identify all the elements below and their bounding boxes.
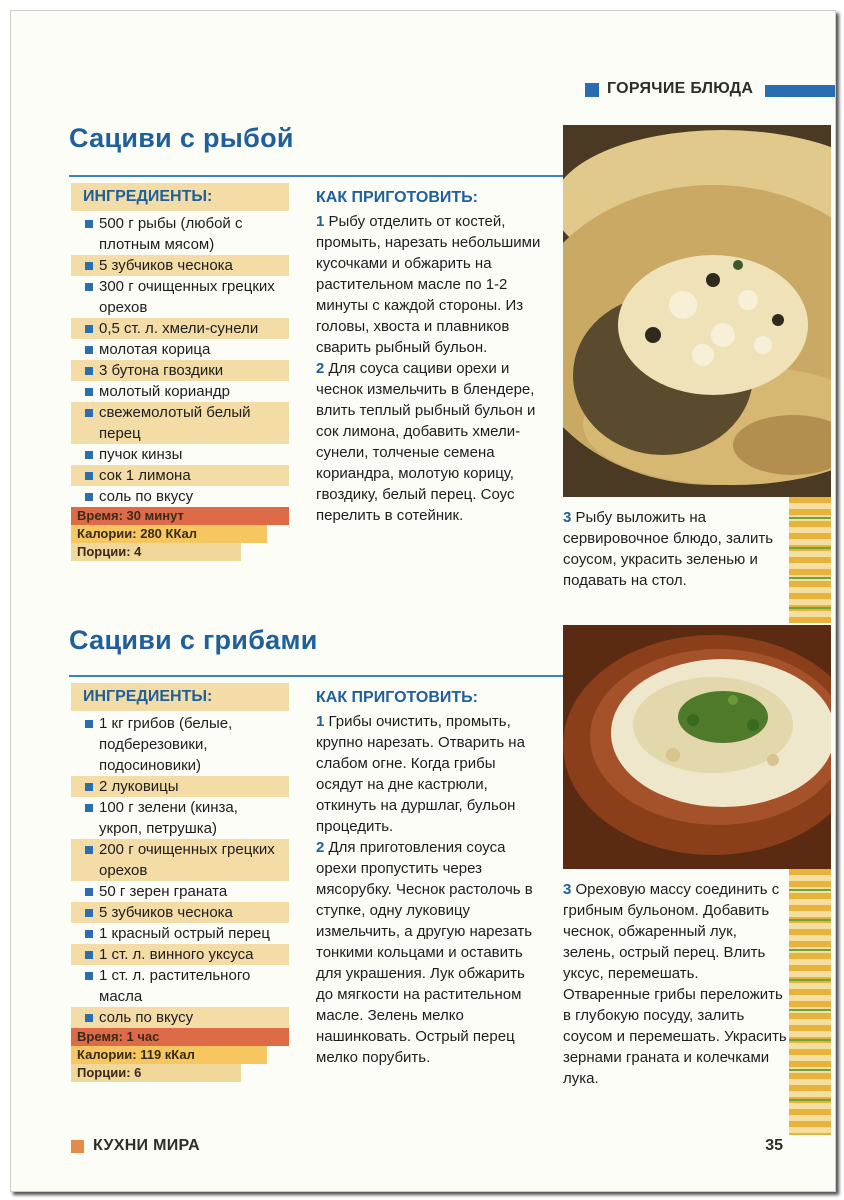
bullet-square-icon (85, 367, 93, 375)
recipe1-step3 (563, 507, 788, 591)
page-number: 35 (765, 1137, 783, 1154)
ingredient-item: 1 красный острый перец (71, 923, 289, 944)
bullet-square-icon (85, 888, 93, 896)
recipe2-how-header: КАК ПРИГОТОВИТЬ: (316, 689, 478, 706)
bullet-square-icon (85, 409, 93, 417)
section-bar (765, 85, 835, 97)
page-footer (71, 1135, 831, 1159)
bullet-square-icon (85, 451, 93, 459)
recipe1-time: Время: 30 минут (71, 507, 289, 525)
ingredient-item: молотая корица (71, 339, 289, 360)
ingredient-item: 500 г рыбы (любой с плотным мясом) (71, 213, 289, 255)
decorative-border (789, 497, 831, 623)
bullet-square-icon (85, 262, 93, 270)
bullet-square-icon (85, 1014, 93, 1022)
recipe2-photo (563, 625, 831, 869)
bullet-square-icon (85, 951, 93, 959)
fish-dish-image (563, 125, 831, 497)
ingredient-item: 0,5 ст. л. хмели-сунели (71, 318, 289, 339)
bullet-square-icon (85, 472, 93, 480)
recipe2-ingredient-list (71, 713, 289, 1082)
recipe-step: 1 Рыбу отделить от костей, промыть, нарезать небольшими кусочками и обжарить на растительном масле по 1-2 минуты с каждой стороны. Из головы, хвоста и плавников сварить рыбный бульон. (316, 213, 541, 356)
bullet-square-icon (85, 388, 93, 396)
recipe1-how-header: КАК ПРИГОТОВИТЬ: (316, 189, 478, 206)
recipe2-portions: Порции: 6 (71, 1064, 241, 1082)
recipe1-calories: Калории: 280 ККал (71, 525, 267, 543)
ingredient-item: соль по вкусу (71, 486, 289, 507)
recipe1-title: Сациви с рыбой (69, 123, 294, 153)
bullet-square-icon (85, 283, 93, 291)
section-header (585, 79, 835, 101)
recipe2-ingredients-header: ИНГРЕДИЕНТЫ: (71, 683, 289, 711)
ingredient-item: соль по вкусу (71, 1007, 289, 1028)
ingredient-item: 5 зубчиков чеснока (71, 902, 289, 923)
magazine-name: КУХНИ МИРА (93, 1137, 200, 1154)
ingredient-item: свежемолотый белый перец (71, 402, 289, 444)
ingredient-item: 1 ст. л. растительного масла (71, 965, 289, 1007)
bullet-square-icon (85, 783, 93, 791)
bullet-square-icon (85, 930, 93, 938)
ingredient-item: 1 ст. л. винного уксуса (71, 944, 289, 965)
ingredient-item: 100 г зелени (кинза, укроп, петрушка) (71, 797, 289, 839)
bullet-square-icon (85, 346, 93, 354)
bullet-square-icon (85, 325, 93, 333)
recipe2-step3 (563, 879, 788, 1089)
ingredient-item: 2 луковицы (71, 776, 289, 797)
ingredient-item: сок 1 лимона (71, 465, 289, 486)
bullet-square-icon (85, 804, 93, 812)
recipe2-title-rule (69, 675, 569, 677)
bullet-square-icon (85, 720, 93, 728)
ingredient-item: 1 кг грибов (белые, подберезовики, подосиновики) (71, 713, 289, 776)
ingredient-item: пучок кинзы (71, 444, 289, 465)
recipe-step: 3 Ореховую массу соединить с грибным бульоном. Добавить чеснок, обжаренный лук, зелень, острый перец. Влить уксус, перемешать. Отваренные грибы переложить в глубокую посуду, залить соусом и перемешать. Украсить зернами граната и колечками лука. (563, 881, 787, 1087)
recipe2-steps (316, 711, 546, 1068)
section-label: ГОРЯЧИЕ БЛЮДА (607, 80, 754, 97)
recipe-step: 2 Для соуса сациви орехи и чеснок измельчить в блендере, влить теплый рыбный бульон и сок лимона, добавить хмели-сунели, толченые семена кориандра, молотую корицу, гвоздику, белый перец. Соус перелить в сотейник. (316, 360, 536, 524)
recipe2-time: Время: 1 час (71, 1028, 289, 1046)
bullet-square-icon (85, 493, 93, 501)
recipe1-title-rule (69, 175, 569, 177)
mushroom-dish-image (563, 625, 831, 869)
recipe1-ingredient-list (71, 213, 289, 561)
bullet-square-icon (85, 972, 93, 980)
recipe1-photo (563, 125, 831, 497)
ingredient-item: 200 г очищенных грецких орехов (71, 839, 289, 881)
footer-square-icon (71, 1140, 84, 1153)
section-square-icon (585, 83, 599, 97)
recipe2-title: Сациви с грибами (69, 625, 318, 655)
ingredient-item: 5 зубчиков чеснока (71, 255, 289, 276)
recipe1-portions: Порции: 4 (71, 543, 241, 561)
bullet-square-icon (85, 220, 93, 228)
ingredient-item: 3 бутона гвоздики (71, 360, 289, 381)
recipe1-ingredients-header: ИНГРЕДИЕНТЫ: (71, 183, 289, 211)
recipe1-steps (316, 211, 546, 526)
bullet-square-icon (85, 909, 93, 917)
recipe-step: 3 Рыбу выложить на сервировочное блюдо, залить соусом, украсить зеленью и подавать на стол. (563, 509, 774, 589)
magazine-page (10, 10, 836, 1192)
ingredient-item: 300 г очищенных грецких орехов (71, 276, 289, 318)
ingredient-item: 50 г зерен граната (71, 881, 289, 902)
recipe-step: 1 Грибы очистить, промыть, крупно нарезать. Отварить на слабом огне. Когда грибы осядут на дне кастрюли, откинуть на дуршлаг, бульон процедить. (316, 713, 525, 835)
recipe-step: 2 Для приготовления соуса орехи пропустить через мясорубку. Чеснок растолочь в ступке, одну луковицу измельчить, а другую нарезать тонкими кольцами и оставить для украшения. Лук обжарить до мягкости на растительном масле. Зелень мелко нашинковать. Острый перец мелко порубить. (316, 839, 533, 1066)
ingredient-item: молотый кориандр (71, 381, 289, 402)
recipe2-calories: Калории: 119 кКал (71, 1046, 267, 1064)
decorative-border (789, 869, 831, 1135)
bullet-square-icon (85, 846, 93, 854)
